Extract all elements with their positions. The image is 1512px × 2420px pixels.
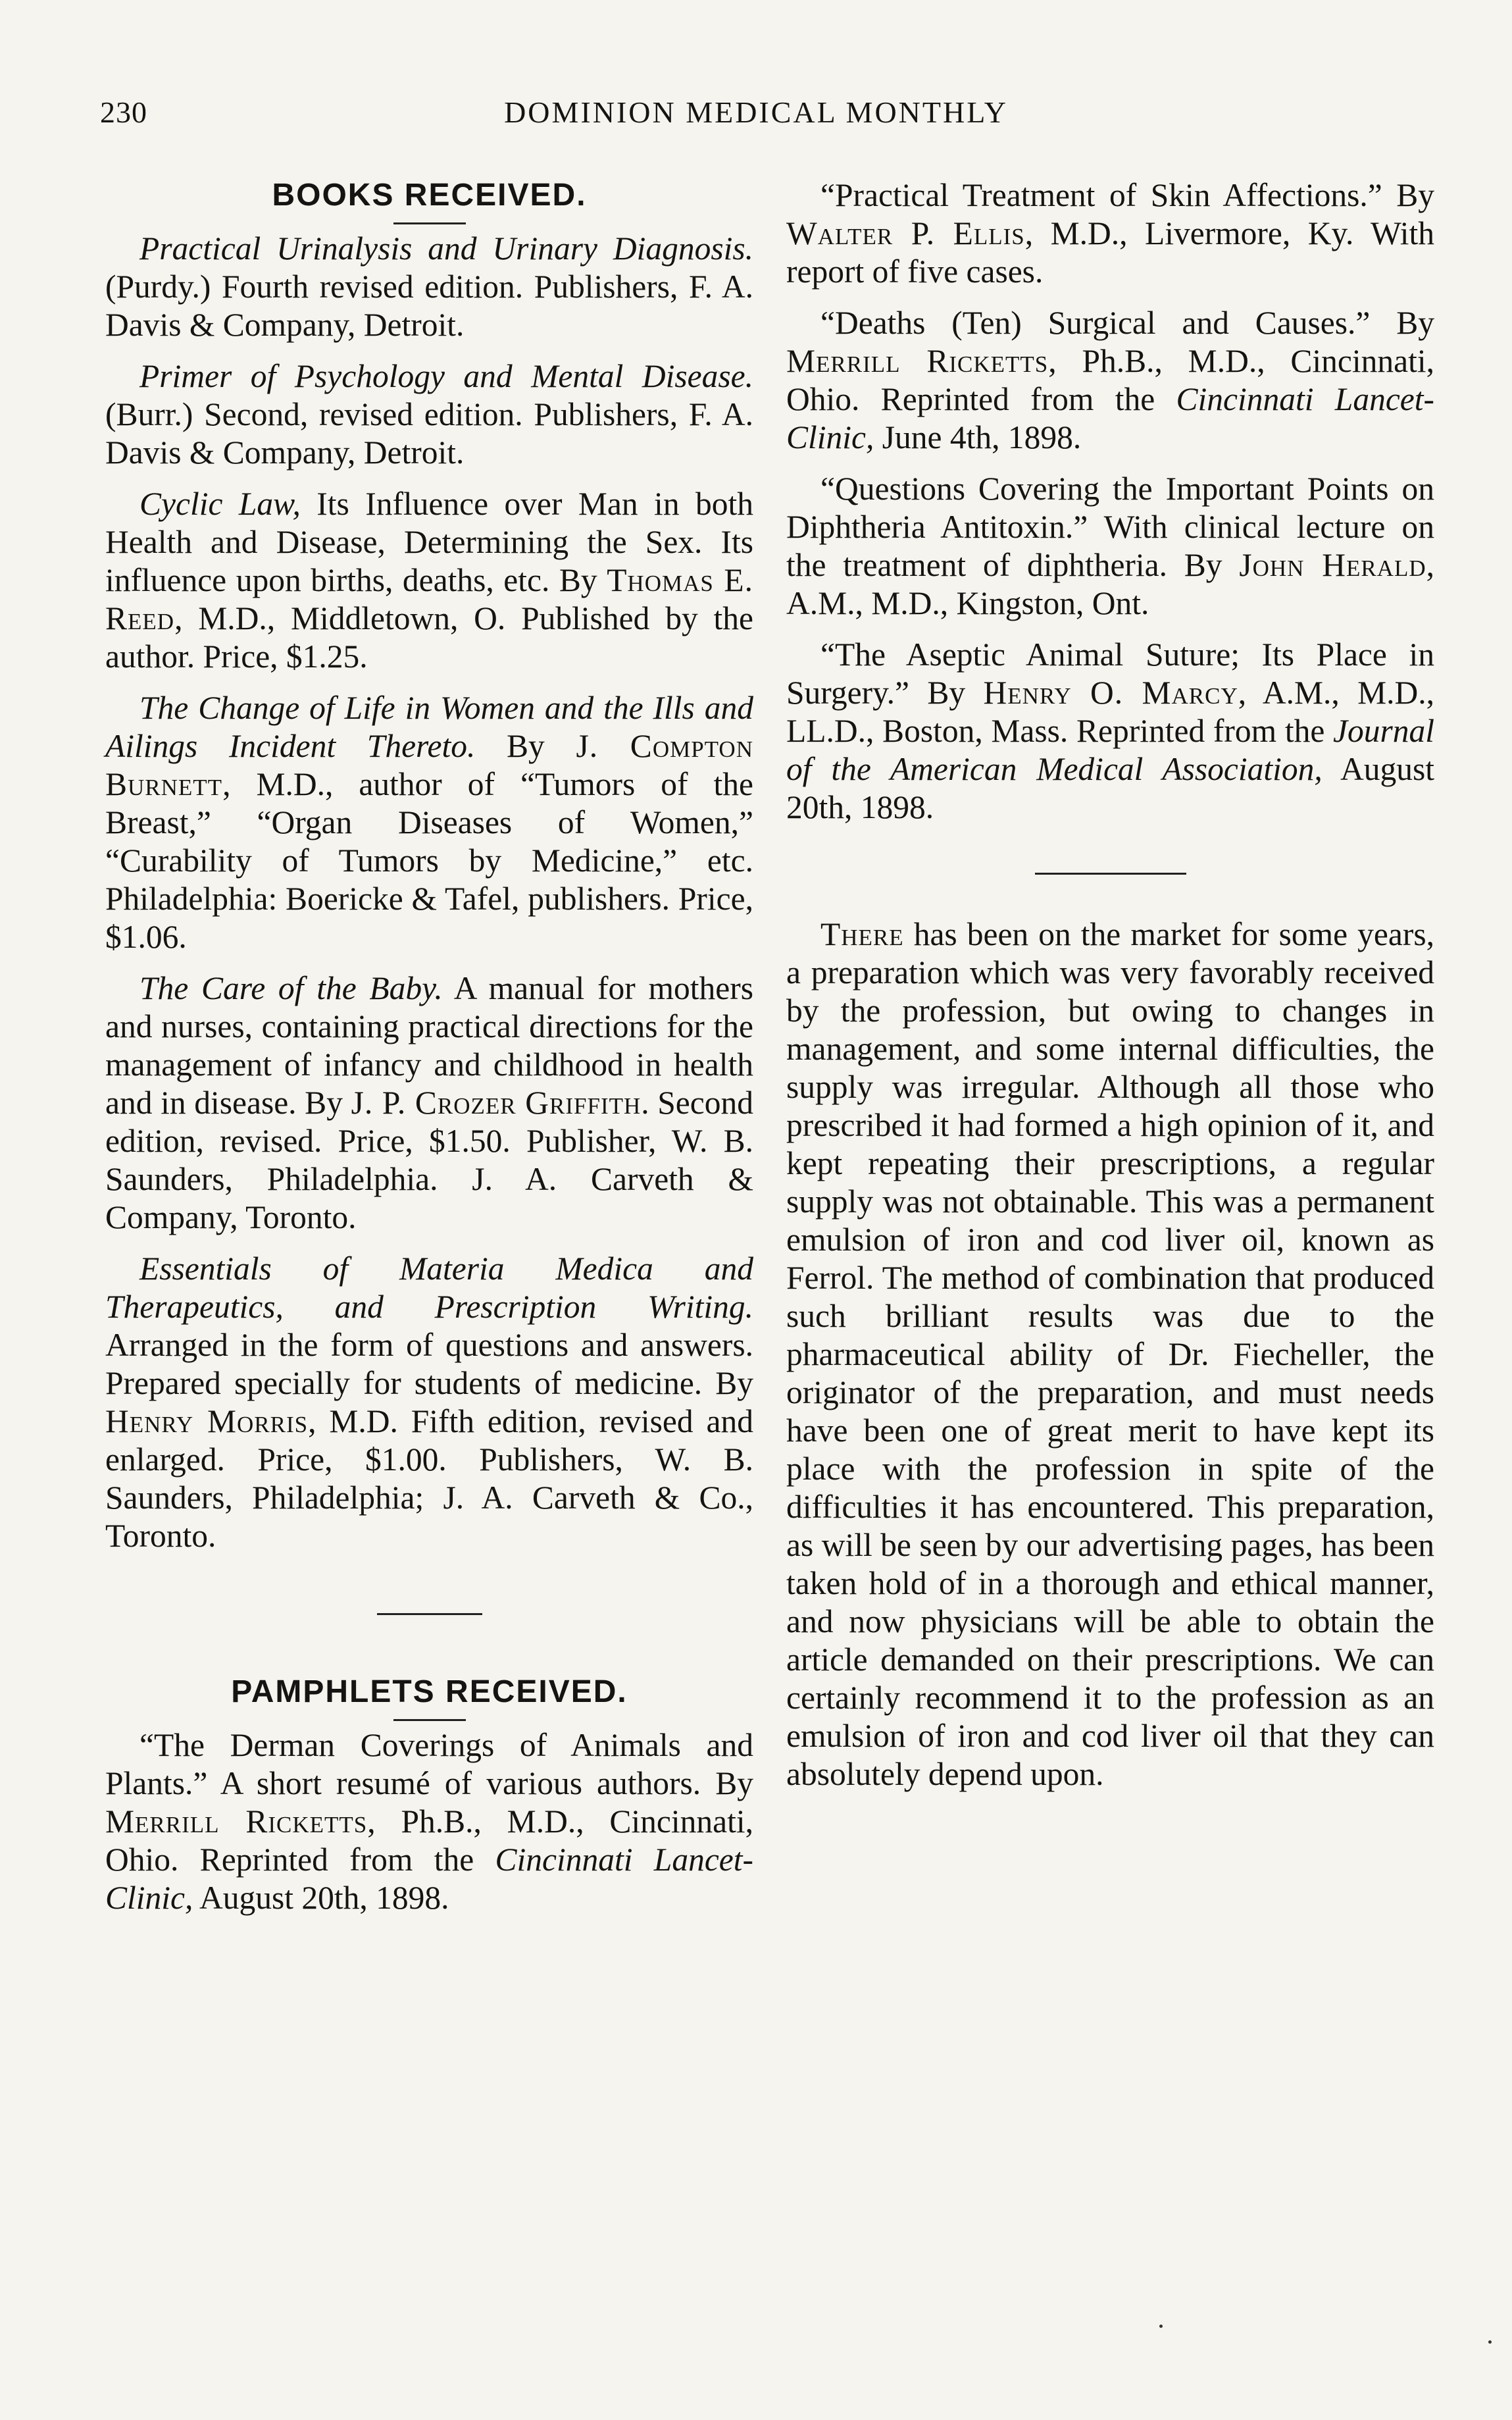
page-number: 230 bbox=[100, 95, 147, 129]
heading-rule bbox=[393, 1719, 466, 1721]
section-separator bbox=[1035, 873, 1186, 875]
right-column bbox=[786, 176, 1434, 1807]
book-entry: Cyclic Law, Its Influence over Man in both Health and Disease, Determining the Sex. Its influence upon births, deaths, etc. By Thomas E. Reed, M.D., Middletown, O. Published by the author. Price, $1.25. bbox=[105, 486, 753, 675]
book-entry: The Care of the Baby. A manual for mothers and nurses, containing practical directions for the management of infancy and childhood in health and in disease. By J. P. Crozer Griffith. Second edition, revised. Price, $1.50. Publisher, W. B. Saunders, Philadelphia. J. A. Carveth & Company, Toronto. bbox=[105, 970, 753, 1235]
pamphlet-entry: “The Aseptic Animal Suture; Its Place in Surgery.” By Henry O. Marcy, A.M., M.D., LL.D., Boston, Mass. Reprinted from the Journal of the American Medical Association, August 20th, 1898. bbox=[786, 636, 1434, 825]
book-entry: Primer of Psychology and Mental Disease. (Burr.) Second, revised edition. Publishers, F. A. Davis & Company, Detroit. bbox=[105, 358, 753, 471]
left-column bbox=[105, 176, 753, 1930]
print-speck bbox=[1488, 2340, 1492, 2344]
pamphlets-received-heading: PAMPHLETS RECEIVED. bbox=[231, 1674, 628, 1709]
book-entry: Essentials of Materia Medica and Therapeutics, and Prescription Writing. Arranged in the form of questions and answers. Prepared specially for students of medicine. By Henry Morris, M.D. Fifth edition, revised and enlarged. Price, $1.00. Publishers, W. B. Saunders, Philadelphia; J. A. Carveth & Co., Toronto. bbox=[105, 1250, 753, 1554]
heading-rule bbox=[393, 222, 466, 224]
pamphlet-entry: “Questions Covering the Important Points on Diphtheria Antitoxin.” With clinical lecture on the treatment of diphtheria. By John Herald, A.M., M.D., Kingston, Ont. bbox=[786, 471, 1434, 621]
book-entry: The Change of Life in Women and the Ills and Ailings Incident Thereto. By J. Compton Burnett, M.D., author of “Tumors of the Breast,” “Organ Diseases of Women,” “Curability of Tumors by Medicine,” etc. Philadelphia: Boericke & Tafel, publishers. Price, $1.06. bbox=[105, 690, 753, 955]
ferrol-notice: There has been on the market for some years, a preparation which was very favorably received by the profession, but owing to changes in management, and some internal difficulties, the supply was irregular. Although all those who prescribed it had formed a high opinion of it, and kept repeating their prescriptions, a regular supply was not obtainable. This was a permanent emulsion of iron and cod liver oil, known as Ferrol. The method of combination that produced such brilliant results was due to the pharmaceutical ability of Dr. Fiecheller, the originator of the preparation, and must needs have been one of great merit to have kept its place with the profession in spite of the difficulties it has encountered. This preparation, as will be seen by our advertising pages, has been taken hold of in a thorough and ethical manner, and now physicians will be able to obtain the article demanded on their prescriptions. We can certainly recommend it to the profession as an emulsion of iron and cod liver oil that they can absolutely depend upon. bbox=[786, 916, 1434, 1792]
pamphlet-entry: “The Derman Coverings of Animals and Plants.” A short resumé of various authors. By Merrill Ricketts, Ph.B., M.D., Cincinnati, Ohio. Reprinted from the Cincinnati Lancet-Clinic, August 20th, 1898. bbox=[105, 1727, 753, 1916]
running-head: DOMINION MEDICAL MONTHLY bbox=[504, 95, 1008, 129]
pamphlet-entry: “Deaths (Ten) Surgical and Causes.” By Merrill Ricketts, Ph.B., M.D., Cincinnati, Ohio. Reprinted from the Cincinnati Lancet-Clinic, June 4th, 1898. bbox=[786, 305, 1434, 455]
section-separator bbox=[377, 1613, 482, 1615]
books-received-heading: BOOKS RECEIVED. bbox=[272, 178, 587, 213]
pamphlet-entry: “Practical Treatment of Skin Affections.” By Walter P. Ellis, M.D., Livermore, Ky. With report of five cases. bbox=[786, 177, 1434, 290]
book-entry: Practical Urinalysis and Urinary Diagnosis. (Purdy.) Fourth revised edition. Publishers, F. A. Davis & Company, Detroit. bbox=[105, 230, 753, 343]
print-speck bbox=[1159, 2325, 1163, 2328]
